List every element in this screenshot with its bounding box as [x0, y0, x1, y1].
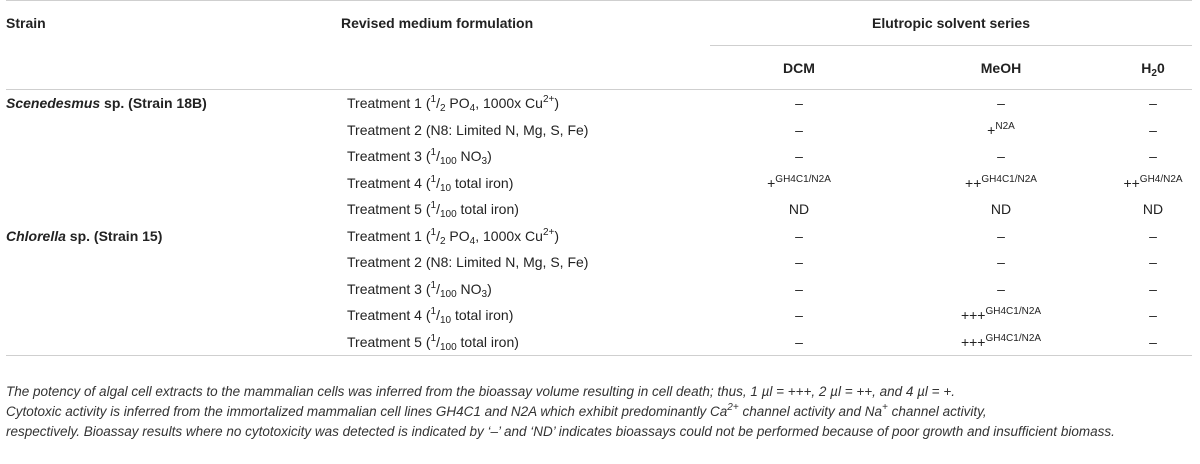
results-table: [6, 0, 1192, 356]
dcm-value: –: [795, 254, 803, 271]
treatment-label: Treatment 4 ($^1/_{10}$ total iron): [347, 306, 514, 327]
table-body: [6, 90, 1192, 356]
table-row: [6, 223, 1192, 250]
h2o-value: –: [1149, 227, 1157, 244]
table-footnote: [6, 382, 1192, 442]
dcm-value: –: [795, 148, 803, 165]
meoh-value: +++$^{GH4C1/N2A}$: [960, 306, 1042, 324]
h2o-value: ++$^{GH4/N2A}$: [1123, 173, 1183, 191]
meoh-value: –: [997, 95, 1005, 112]
meoh-value: +++$^{GH4C1/N2A}$: [888, 329, 1114, 356]
table-row: [6, 196, 1192, 223]
meoh-value: ++$^{GH4C1/N2A}$: [965, 173, 1037, 191]
dcm-value: –: [795, 95, 803, 112]
table-header: [6, 1, 1192, 90]
meoh-value: –: [997, 148, 1005, 165]
table-row: [6, 90, 1192, 117]
treatment-label: Treatment 5 ($^1/_{100}$ total iron): [341, 329, 710, 356]
dcm-value: –: [795, 227, 803, 244]
dcm-value: +$^{GH4C1/N2A}$: [767, 173, 831, 191]
meoh-value: –: [997, 227, 1005, 244]
footnote-line-2: Cytotoxic activity is inferred from the immortalized mammalian cell lines GH4C1 and N2A which exhibit predominantly $Ca^{2+}$ channel activity and Na+ channel activity,: [6, 402, 987, 419]
table-row: [6, 143, 1192, 170]
meoh-value: –: [997, 254, 1005, 271]
treatment-label: Treatment 3 ($^1/_{100}$ $NO_3$): [347, 279, 492, 300]
header-h2o: $H_20$: [1114, 46, 1192, 90]
treatment-label: Treatment 2 (N8: Limited N, Mg, S, Fe): [347, 254, 589, 271]
h2o-value: –: [1149, 95, 1157, 112]
treatment-label: Treatment 1 ($^1/_2$ $PO_4$, 1000x $Cu^{2+}$): [347, 94, 560, 115]
h2o-value: ND: [1142, 201, 1164, 218]
dcm-value: –: [795, 280, 803, 297]
table-row: [6, 117, 1192, 144]
table-row: [6, 329, 1192, 356]
dcm-value: –: [710, 329, 888, 356]
header-medium: Revised medium formulation: [341, 1, 710, 46]
header-strain: Strain: [6, 1, 341, 46]
dcm-value: –: [795, 121, 803, 138]
meoh-value: –: [997, 280, 1005, 297]
treatment-label: Treatment 4 ($^1/_{10}$ total iron): [347, 173, 514, 194]
h2o-value: –: [1149, 121, 1157, 138]
header-dcm: DCM: [710, 46, 888, 90]
header-meoh: MeOH: [888, 46, 1114, 90]
h2o-value: –: [1149, 148, 1157, 165]
h2o-value: –: [1149, 307, 1157, 324]
meoh-value: +$^{N2A}$: [987, 120, 1015, 138]
table-row: [6, 276, 1192, 303]
table-row: [6, 302, 1192, 329]
footnote-line-1: The potency of algal cell extracts to the mammalian cells was inferred from the bioassay volume resulting in cell death; thus, 1 µl = +++, 2 µl = ++, and 4 µl = +.: [6, 384, 955, 399]
dcm-value: –: [795, 307, 803, 324]
h2o-value: –: [1149, 280, 1157, 297]
strain-name: Chlorella sp. (Strain 15): [6, 227, 163, 244]
h2o-value: –: [1114, 329, 1192, 356]
dcm-value: ND: [788, 201, 810, 218]
treatment-label: Treatment 3 ($^1/_{100}$ $NO_3$): [347, 147, 492, 168]
treatment-label: Treatment 5 ($^1/_{100}$ total iron): [347, 200, 519, 221]
h2o-value: –: [1149, 254, 1157, 271]
table-row: [6, 170, 1192, 197]
treatment-label: Treatment 1 ($^1/_2$ $PO_4$, 1000x $Cu^{2+}$): [347, 226, 560, 247]
header-solvent-series: Elutropic solvent series: [710, 1, 1192, 46]
footnote-line-3: respectively. Bioassay results where no cytotoxicity was detected is indicated by ‘–’ and ‘ND’ indicates bioassays could not be performed because of poor growth and insufficient biomass.: [6, 424, 1115, 439]
treatment-label: Treatment 2 (N8: Limited N, Mg, S, Fe): [347, 121, 589, 138]
table-row: [6, 249, 1192, 276]
meoh-value: ND: [990, 201, 1012, 218]
strain-name: Scenedesmus sp. (Strain 18B): [6, 95, 207, 112]
